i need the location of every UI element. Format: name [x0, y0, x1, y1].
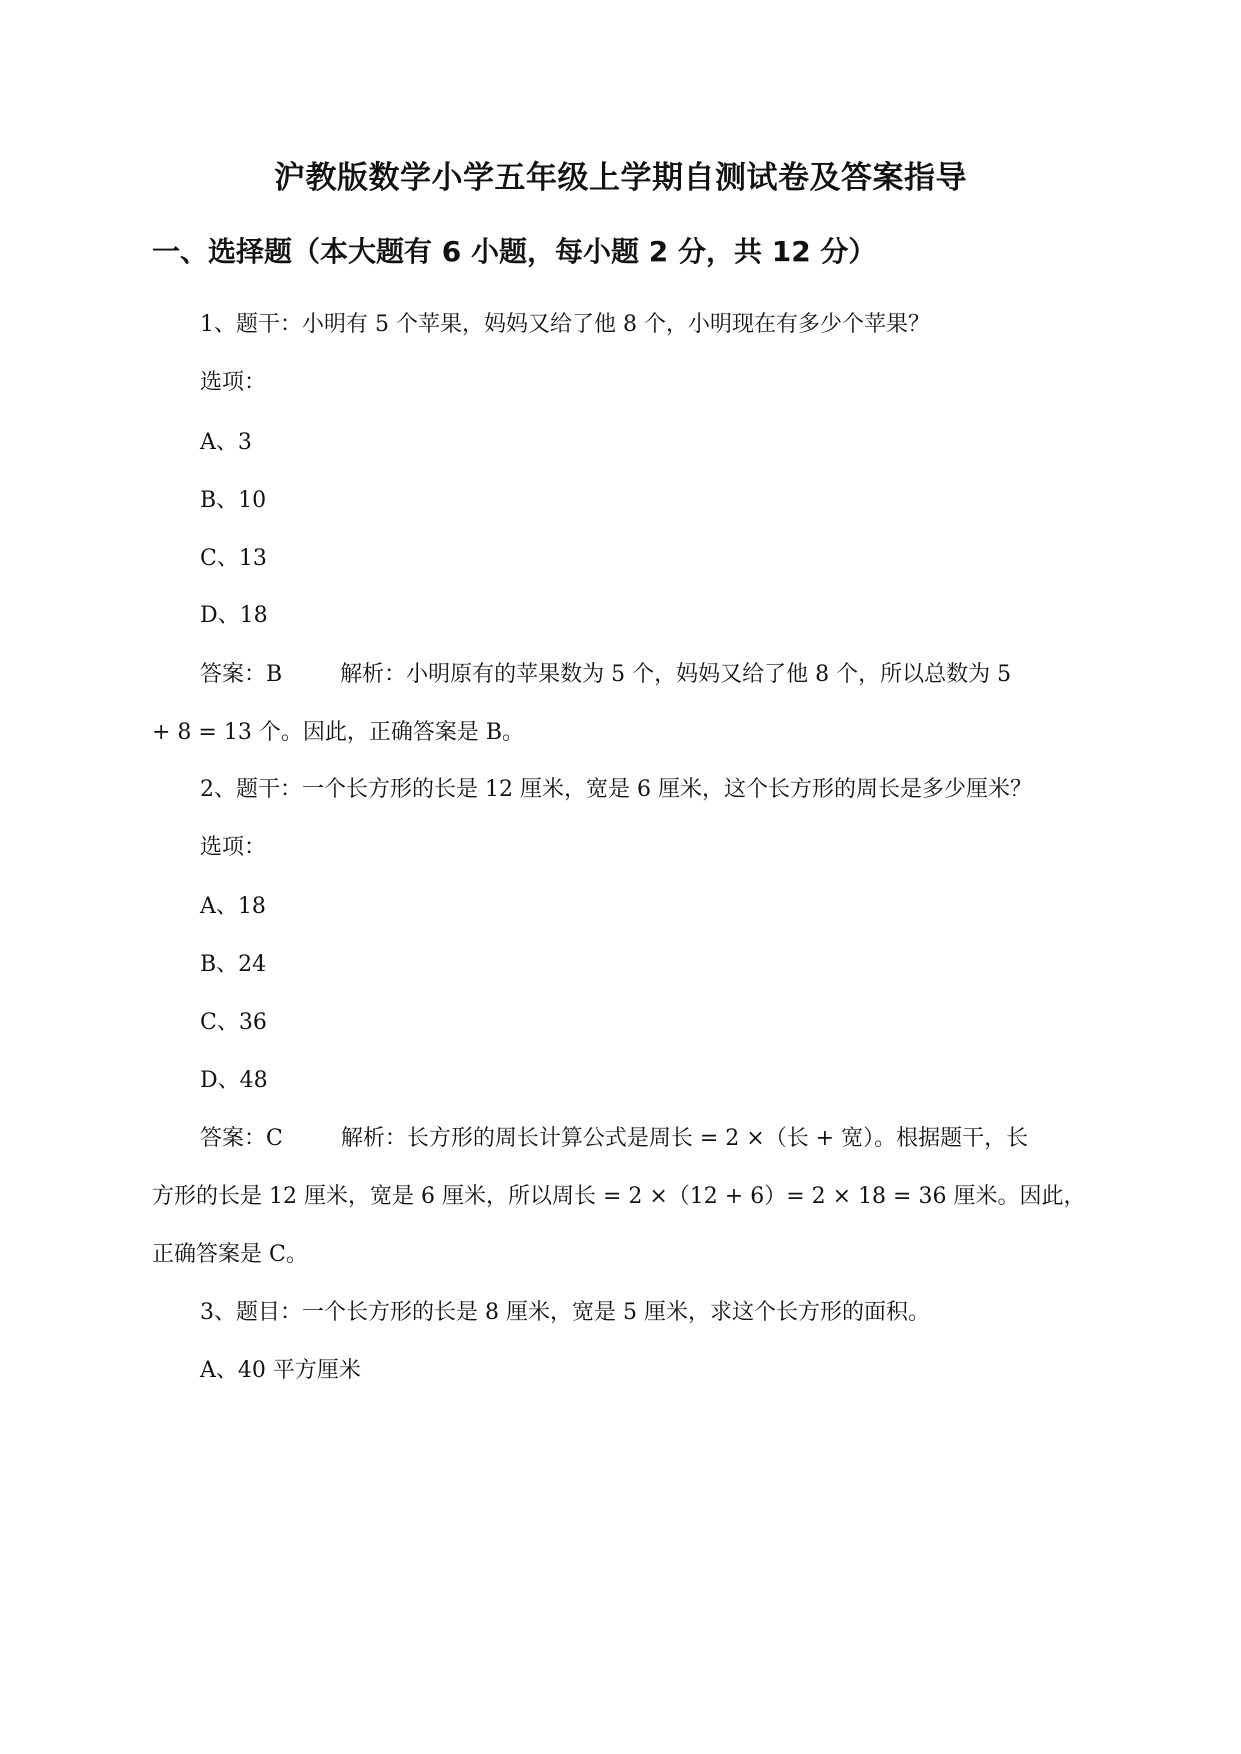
- question-2-explanation-end: 正确答案是 C。: [152, 1242, 308, 1267]
- section-heading-multiple-choice: 一、选择题（本大题有 6 小题，每小题 2 分，共 12 分）: [152, 235, 877, 268]
- question-2-option-d: D、48: [200, 1068, 268, 1093]
- question-1-stem: 1、题干：小明有 5 个苹果，妈妈又给了他 8 个，小明现在有多少个苹果？: [200, 312, 930, 337]
- question-1-explanation: 解析：小明原有的苹果数为 5 个，妈妈又给了他 8 个，所以总数为 5: [340, 662, 1012, 687]
- question-2-options-label: 选项：: [200, 835, 267, 860]
- question-1-option-d: D、18: [200, 603, 268, 628]
- question-2-answer: 答案：C: [200, 1126, 283, 1151]
- question-3-option-a: A、40 平方厘米: [200, 1358, 361, 1383]
- question-3-stem: 3、题目：一个长方形的长是 8 厘米，宽是 5 厘米，求这个长方形的面积。: [200, 1300, 930, 1325]
- question-2-stem: 2、题干：一个长方形的长是 12 厘米，宽是 6 厘米，这个长方形的周长是多少厘米？: [200, 777, 1032, 802]
- question-1-options-label: 选项：: [200, 370, 267, 395]
- question-1-answer: 答案：B: [200, 662, 283, 687]
- question-2-explanation: 解析：长方形的周长计算公式是周长 = 2 ×（长 + 宽）。根据题干，长: [340, 1126, 1029, 1151]
- question-2-option-a: A、18: [200, 894, 266, 919]
- question-2-answer-row: [200, 1124, 1028, 1154]
- question-1-option-b: B、10: [200, 488, 267, 513]
- question-1-explanation-cont: + 8 = 13 个。因此，正确答案是 B。: [152, 720, 524, 745]
- question-2-option-b: B、24: [200, 952, 267, 977]
- question-1-option-a: A、3: [200, 430, 252, 455]
- document-title: 沪教版数学小学五年级上学期自测试卷及答案指导: [274, 160, 967, 196]
- question-2-option-c: C、36: [200, 1010, 267, 1035]
- question-1-answer-row: [200, 660, 1011, 690]
- question-2-explanation-cont: 方形的长是 12 厘米，宽是 6 厘米，所以周长 = 2 ×（12 + 6）= 2 × 18 = 36 厘米。因此，: [152, 1184, 1086, 1209]
- question-1-option-c: C、13: [200, 546, 267, 571]
